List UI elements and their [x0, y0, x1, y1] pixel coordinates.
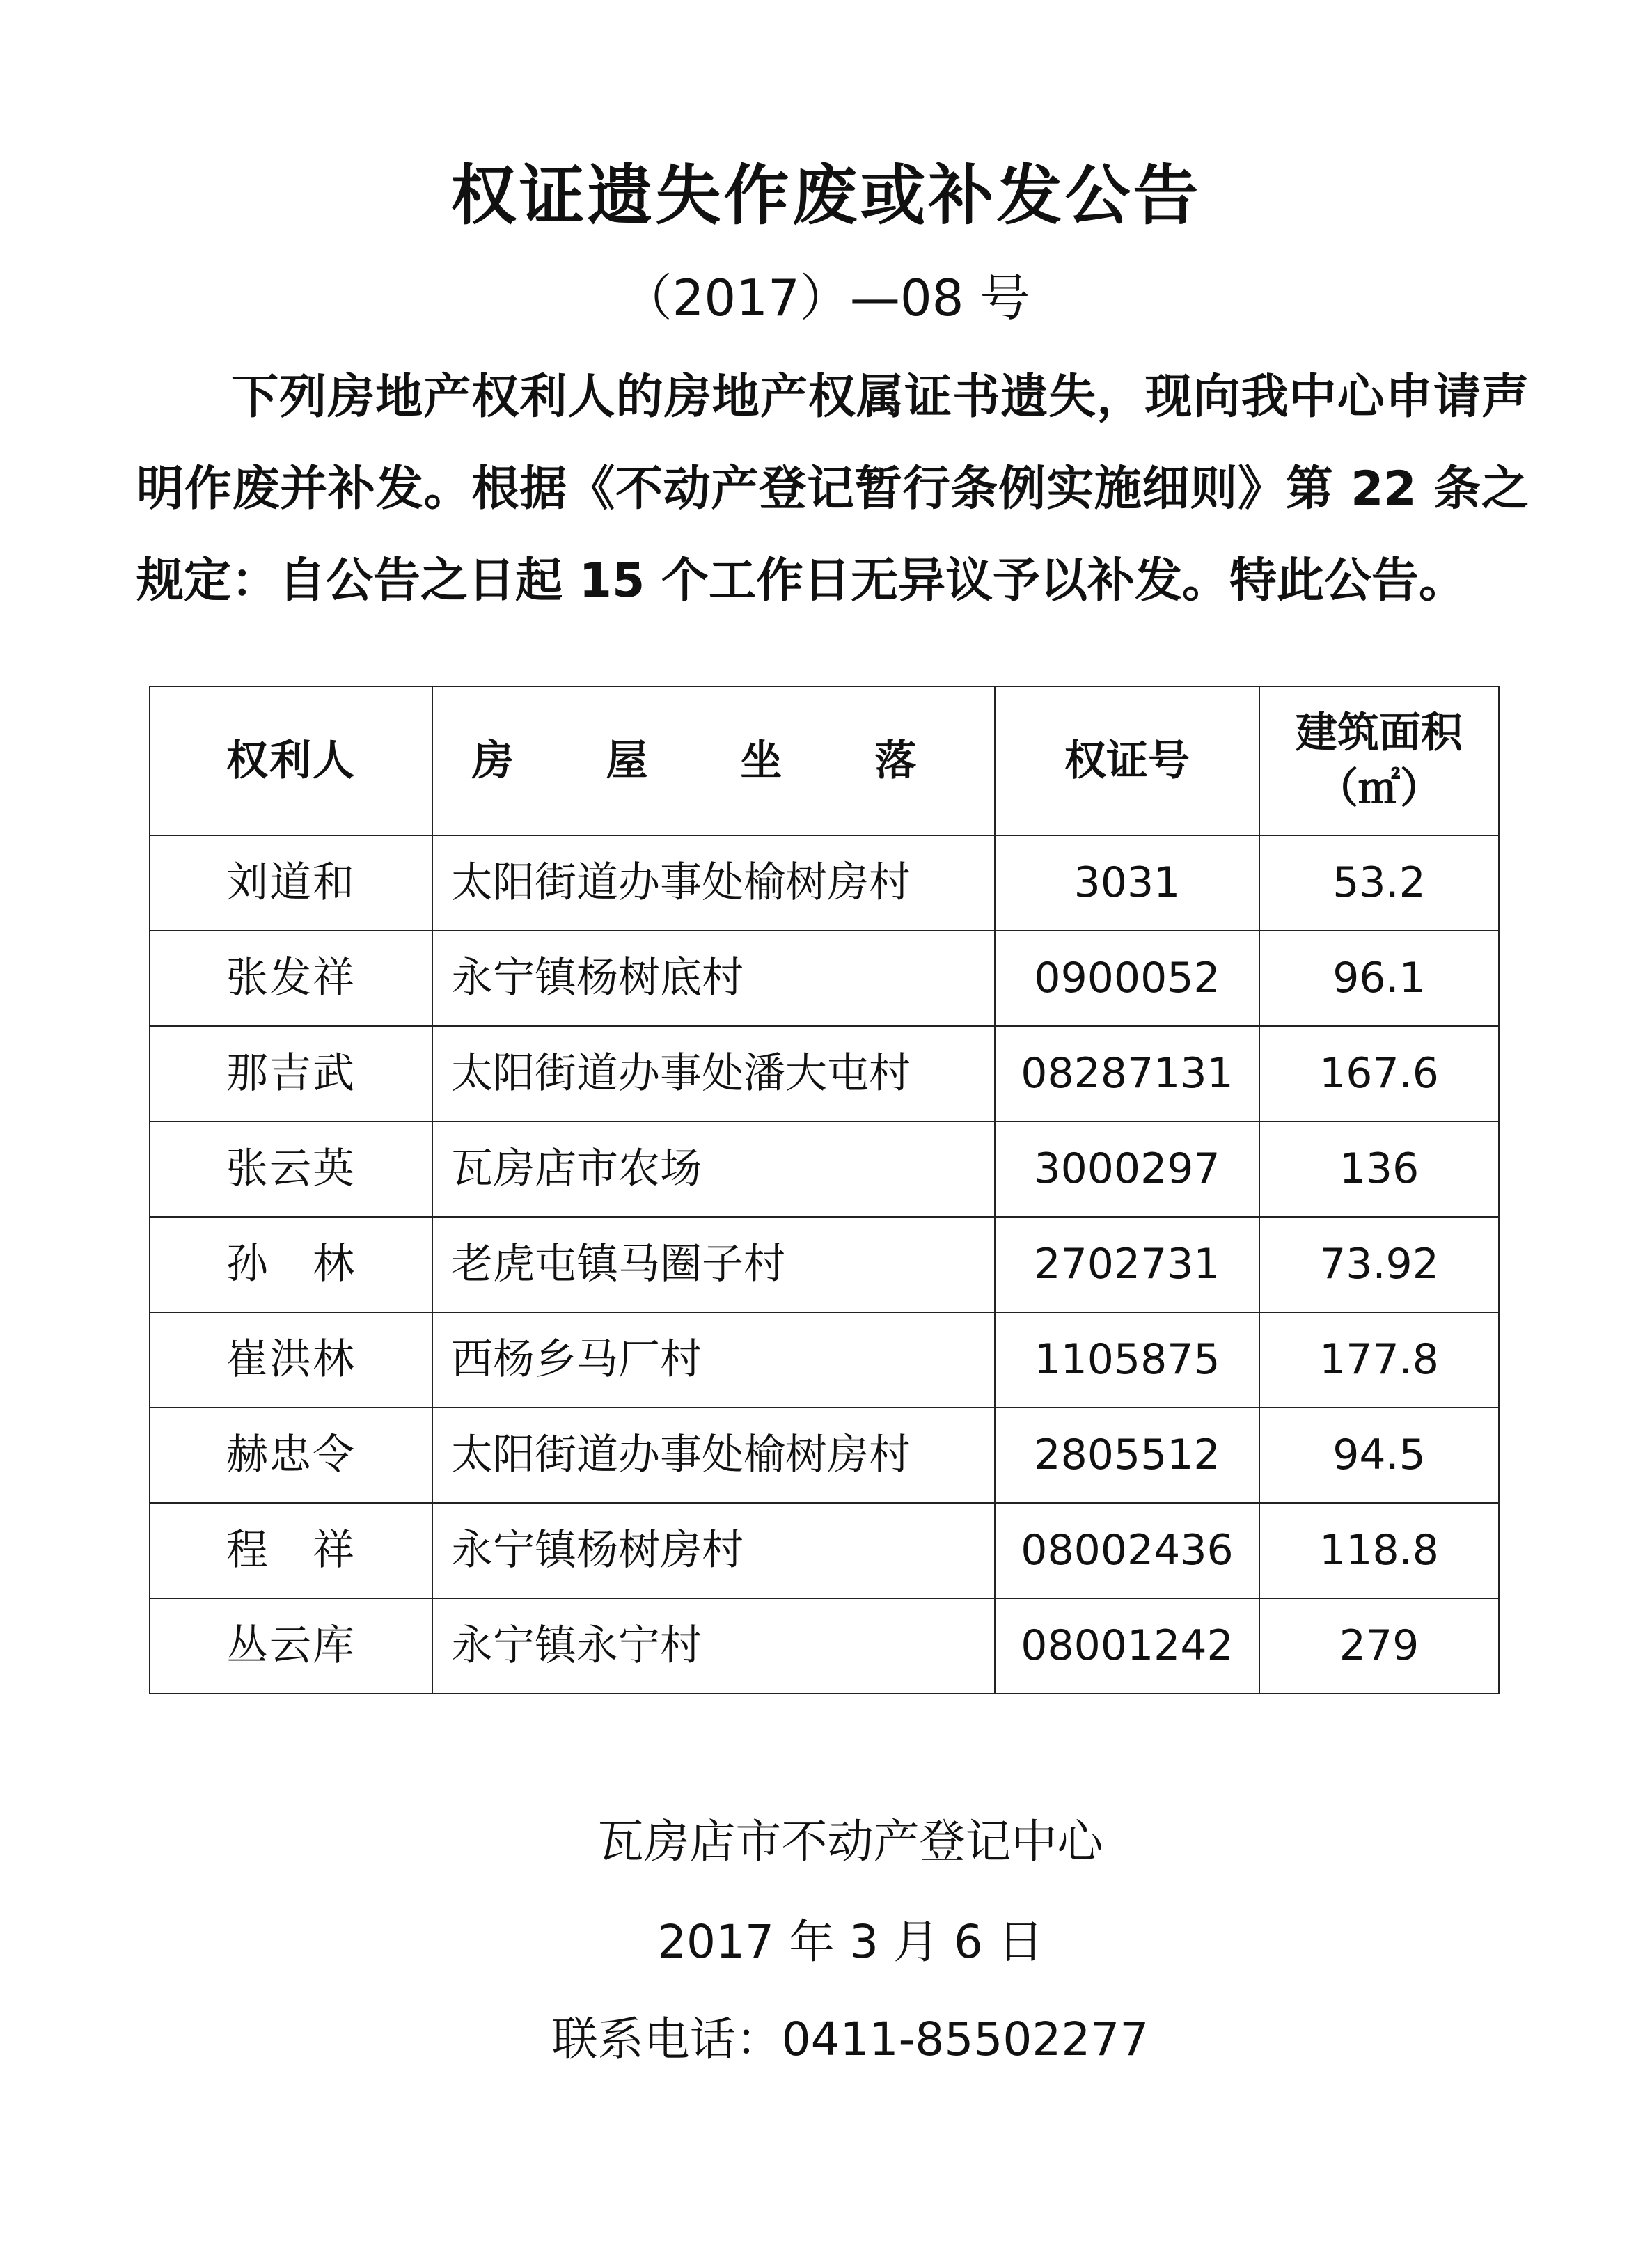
cell-area: 94.5: [1259, 1408, 1499, 1503]
table-row: [150, 1121, 1499, 1217]
cell-area: 96.1: [1259, 931, 1499, 1026]
cell-cert-no: 3031: [995, 835, 1259, 931]
header-area-line2: （㎡）: [1316, 764, 1442, 813]
cell-cert-no: 3000297: [995, 1121, 1259, 1217]
header-owner: 权利人: [150, 686, 432, 835]
notice-title: 权证遗失作废或补发公告: [450, 158, 1202, 234]
cell-address: 太阳街道办事处榆树房村: [432, 1408, 995, 1503]
cell-owner: 张云英: [150, 1121, 432, 1217]
cell-address: 太阳街道办事处榆树房村: [432, 835, 995, 931]
header-area: [1259, 686, 1499, 835]
notice-number: （2017）—08 号: [622, 269, 1030, 327]
cell-address: 永宁镇杨树房村: [432, 1503, 995, 1598]
cell-address: 老虎屯镇马圈子村: [432, 1217, 995, 1312]
cell-owner: 那吉武: [150, 1026, 432, 1121]
header-cert-no: 权证号: [995, 686, 1259, 835]
header-address-label: 房 屋 坐 落: [471, 737, 956, 785]
signature-date: 2017 年 3 月 6 日: [657, 1915, 1044, 1969]
header-area-line1: 建筑面积: [1296, 709, 1463, 757]
cell-area: 53.2: [1259, 835, 1499, 931]
cell-cert-no: 0900052: [995, 931, 1259, 1026]
cell-cert-no: 08002436: [995, 1503, 1259, 1598]
table-row: [150, 1408, 1499, 1503]
cell-area: 136: [1259, 1121, 1499, 1217]
table-row: [150, 1217, 1499, 1312]
cell-owner: 丛云库: [150, 1598, 432, 1694]
notice-body: 下列房地产权利人的房地产权属证书遗失，现向我中心申请声明作废并补发。根据《不动产登记暂行条例实施细则》第 22 条之规定：自公告之日起 15 个工作日无异议予以补发。特此公告。: [136, 370, 1529, 608]
cell-cert-no: 1105875: [995, 1312, 1259, 1408]
cell-address: 永宁镇永宁村: [432, 1598, 995, 1694]
records-table: [149, 686, 1500, 1694]
cell-owner: 程 祥: [150, 1503, 432, 1598]
cell-owner: 孙 林: [150, 1217, 432, 1312]
table-header-row: [150, 686, 1499, 835]
cell-address: 西杨乡马厂村: [432, 1312, 995, 1408]
table-row: [150, 835, 1499, 931]
table-row: [150, 1312, 1499, 1408]
cell-area: 177.8: [1259, 1312, 1499, 1408]
cell-cert-no: 2805512: [995, 1408, 1259, 1503]
header-address: [432, 686, 995, 835]
cell-address: 太阳街道办事处潘大屯村: [432, 1026, 995, 1121]
signature-organization: 瓦房店市不动产登记中心: [597, 1815, 1103, 1868]
contact-phone: 联系电话：0411-85502277: [551, 2013, 1149, 2066]
cell-address: 永宁镇杨树底村: [432, 931, 995, 1026]
cell-area: 279: [1259, 1598, 1499, 1694]
table-row: [150, 1598, 1499, 1694]
cell-area: 167.6: [1259, 1026, 1499, 1121]
table-row: [150, 1503, 1499, 1598]
cell-owner: 赫忠令: [150, 1408, 432, 1503]
table-row: [150, 931, 1499, 1026]
table-row: [150, 1026, 1499, 1121]
cell-address: 瓦房店市农场: [432, 1121, 995, 1217]
cell-owner: 崔洪林: [150, 1312, 432, 1408]
cell-cert-no: 2702731: [995, 1217, 1259, 1312]
cell-cert-no: 08001242: [995, 1598, 1259, 1694]
cell-area: 118.8: [1259, 1503, 1499, 1598]
cell-area: 73.92: [1259, 1217, 1499, 1312]
cell-owner: 张发祥: [150, 931, 432, 1026]
cell-owner: 刘道和: [150, 835, 432, 931]
cell-cert-no: 08287131: [995, 1026, 1259, 1121]
